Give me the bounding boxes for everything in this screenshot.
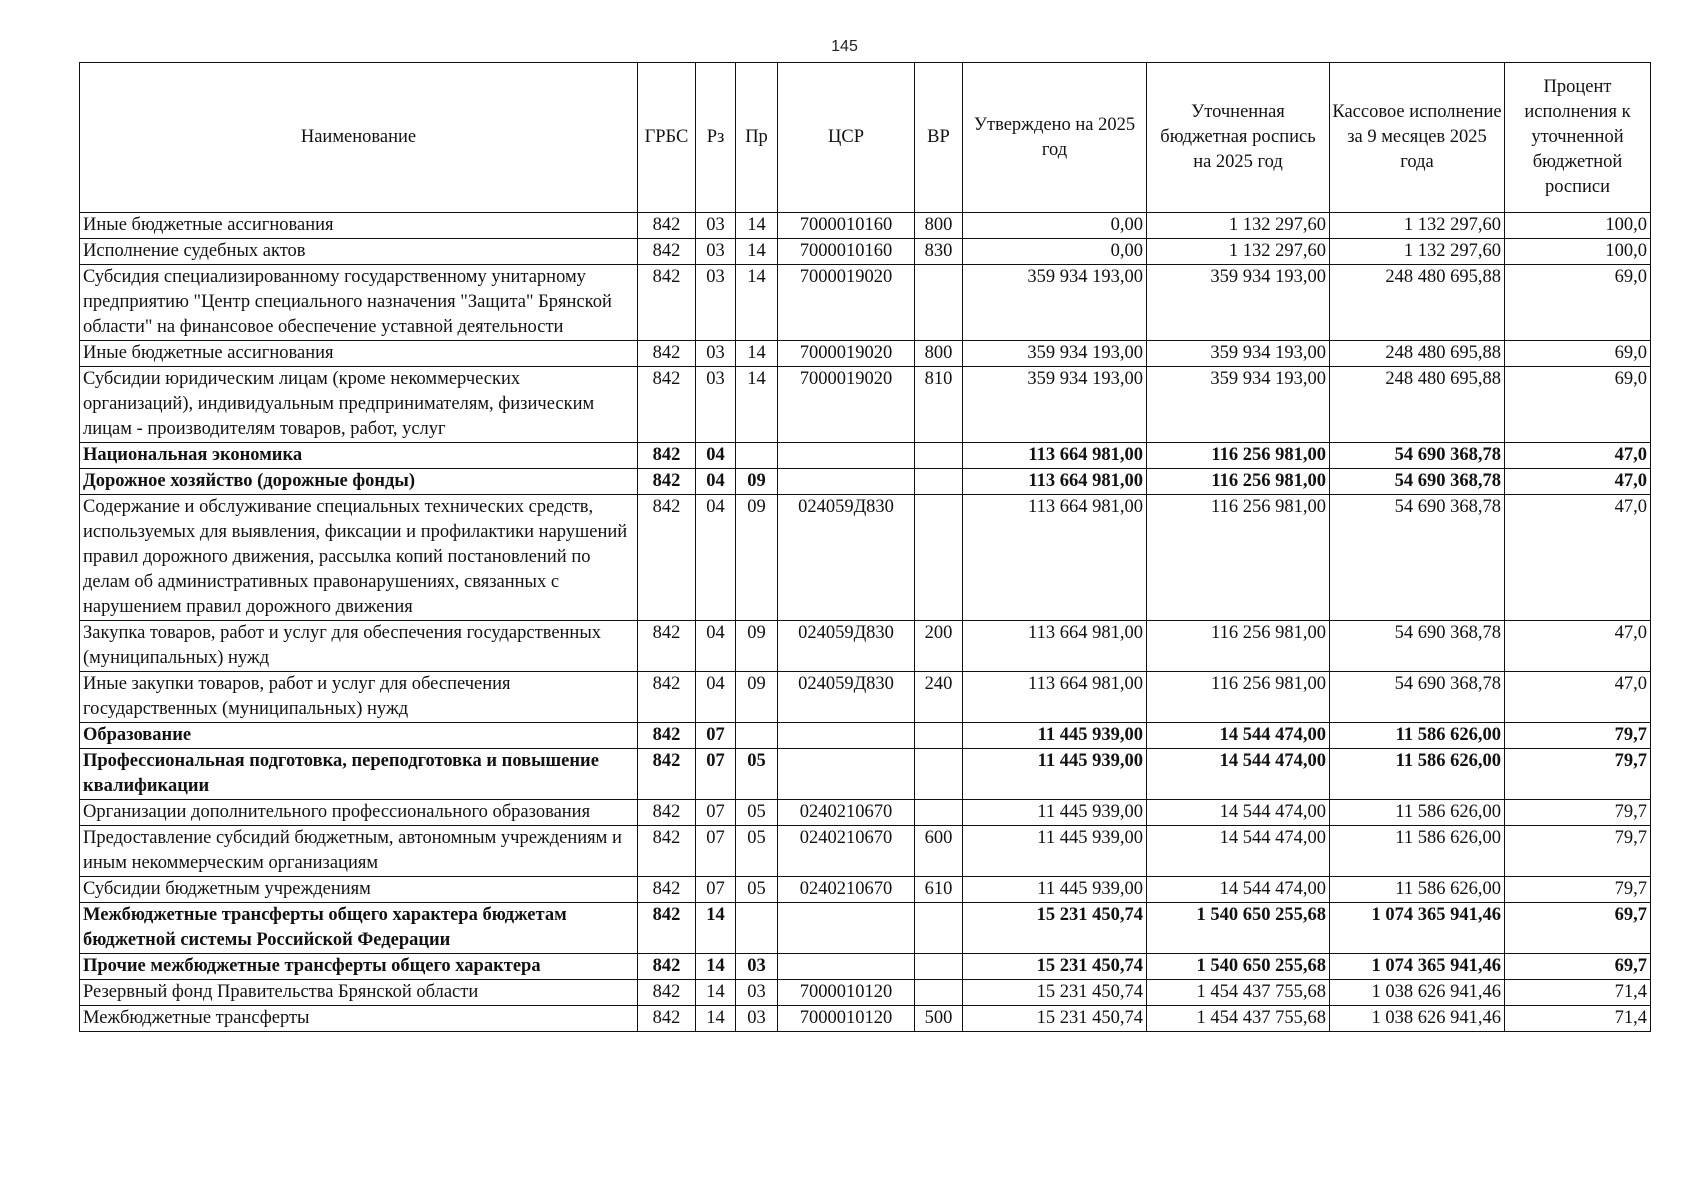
cell-csr: 7000010120 xyxy=(778,980,915,1006)
table-row xyxy=(80,341,1651,367)
cell-percent: 47,0 xyxy=(1505,621,1651,672)
cell-name: Дорожное хозяйство (дорожные фонды) xyxy=(80,469,638,495)
cell-revised: 116 256 981,00 xyxy=(1147,621,1330,672)
cell-approved: 113 664 981,00 xyxy=(963,495,1147,621)
cell-rz: 07 xyxy=(696,826,736,877)
table-row xyxy=(80,621,1651,672)
table-row xyxy=(80,1006,1651,1032)
cell-percent: 47,0 xyxy=(1505,469,1651,495)
cell-rz: 14 xyxy=(696,903,736,954)
cell-vr: 600 xyxy=(915,826,963,877)
cell-pr: 14 xyxy=(736,367,778,443)
cell-pr: 05 xyxy=(736,826,778,877)
cell-name: Иные закупки товаров, работ и услуг для обеспечения государственных (муниципальных) нужд xyxy=(80,672,638,723)
header-cash: Кассовое исполнение за 9 месяцев 2025 года xyxy=(1330,63,1505,213)
cell-cash: 11 586 626,00 xyxy=(1330,826,1505,877)
cell-rz: 04 xyxy=(696,495,736,621)
cell-percent: 47,0 xyxy=(1505,495,1651,621)
cell-pr: 03 xyxy=(736,1006,778,1032)
cell-grbs: 842 xyxy=(638,469,696,495)
cell-grbs: 842 xyxy=(638,672,696,723)
table-row xyxy=(80,954,1651,980)
cell-grbs: 842 xyxy=(638,265,696,341)
cell-pr: 05 xyxy=(736,800,778,826)
cell-cash: 1 038 626 941,46 xyxy=(1330,1006,1505,1032)
cell-name: Межбюджетные трансферты общего характера бюджетам бюджетной системы Российской Федерации xyxy=(80,903,638,954)
cell-approved: 113 664 981,00 xyxy=(963,469,1147,495)
cell-revised: 116 256 981,00 xyxy=(1147,443,1330,469)
table-row xyxy=(80,469,1651,495)
table-row xyxy=(80,903,1651,954)
cell-approved: 11 445 939,00 xyxy=(963,800,1147,826)
cell-cash: 1 074 365 941,46 xyxy=(1330,954,1505,980)
cell-name: Прочие межбюджетные трансферты общего характера xyxy=(80,954,638,980)
header-pr: Пр xyxy=(736,63,778,213)
cell-csr: 0240210670 xyxy=(778,826,915,877)
header-grbs: ГРБС xyxy=(638,63,696,213)
cell-cash: 11 586 626,00 xyxy=(1330,877,1505,903)
cell-csr xyxy=(778,749,915,800)
cell-name: Субсидии юридическим лицам (кроме некоммерческих организаций), индивидуальным предпринимателям, физическим лицам - производителям товаров, работ, услуг xyxy=(80,367,638,443)
table-row xyxy=(80,239,1651,265)
table-row xyxy=(80,495,1651,621)
cell-name: Резервный фонд Правительства Брянской области xyxy=(80,980,638,1006)
cell-revised: 1 540 650 255,68 xyxy=(1147,903,1330,954)
cell-percent: 69,7 xyxy=(1505,903,1651,954)
cell-csr: 7000019020 xyxy=(778,265,915,341)
table-header-row xyxy=(80,63,1651,213)
cell-rz: 14 xyxy=(696,1006,736,1032)
cell-csr xyxy=(778,723,915,749)
page-number: 145 xyxy=(831,38,858,55)
cell-cash: 1 132 297,60 xyxy=(1330,213,1505,239)
budget-execution-table xyxy=(79,62,1651,1032)
cell-vr: 800 xyxy=(915,213,963,239)
cell-grbs: 842 xyxy=(638,341,696,367)
cell-cash: 11 586 626,00 xyxy=(1330,749,1505,800)
cell-rz: 07 xyxy=(696,800,736,826)
cell-pr xyxy=(736,443,778,469)
cell-pr: 14 xyxy=(736,265,778,341)
cell-vr xyxy=(915,980,963,1006)
cell-approved: 15 231 450,74 xyxy=(963,954,1147,980)
cell-revised: 14 544 474,00 xyxy=(1147,877,1330,903)
cell-revised: 116 256 981,00 xyxy=(1147,672,1330,723)
cell-revised: 359 934 193,00 xyxy=(1147,367,1330,443)
cell-rz: 04 xyxy=(696,443,736,469)
cell-revised: 116 256 981,00 xyxy=(1147,495,1330,621)
cell-percent: 79,7 xyxy=(1505,877,1651,903)
cell-pr xyxy=(736,723,778,749)
table-body xyxy=(80,213,1651,1032)
cell-csr: 7000019020 xyxy=(778,341,915,367)
cell-revised: 14 544 474,00 xyxy=(1147,749,1330,800)
cell-approved: 11 445 939,00 xyxy=(963,749,1147,800)
cell-vr xyxy=(915,903,963,954)
cell-vr xyxy=(915,723,963,749)
cell-csr: 024059Д830 xyxy=(778,495,915,621)
table-row xyxy=(80,800,1651,826)
cell-pr: 05 xyxy=(736,877,778,903)
cell-vr: 800 xyxy=(915,341,963,367)
cell-percent: 71,4 xyxy=(1505,980,1651,1006)
cell-revised: 14 544 474,00 xyxy=(1147,826,1330,877)
cell-csr: 024059Д830 xyxy=(778,672,915,723)
cell-percent: 69,0 xyxy=(1505,367,1651,443)
cell-approved: 11 445 939,00 xyxy=(963,877,1147,903)
cell-pr xyxy=(736,903,778,954)
cell-pr: 03 xyxy=(736,954,778,980)
cell-vr: 610 xyxy=(915,877,963,903)
cell-revised: 1 454 437 755,68 xyxy=(1147,1006,1330,1032)
cell-approved: 11 445 939,00 xyxy=(963,723,1147,749)
cell-approved: 15 231 450,74 xyxy=(963,903,1147,954)
cell-pr: 09 xyxy=(736,495,778,621)
cell-csr xyxy=(778,443,915,469)
cell-csr: 024059Д830 xyxy=(778,621,915,672)
cell-vr xyxy=(915,749,963,800)
cell-rz: 03 xyxy=(696,367,736,443)
cell-csr: 7000010160 xyxy=(778,239,915,265)
cell-approved: 0,00 xyxy=(963,239,1147,265)
cell-name: Субсидия специализированному государственному унитарному предприятию "Центр специального назначения "Защита" Брянской области" на финансовое обеспечение уставной деятельности xyxy=(80,265,638,341)
header-rz: Рз xyxy=(696,63,736,213)
table-row xyxy=(80,213,1651,239)
cell-vr: 200 xyxy=(915,621,963,672)
cell-rz: 07 xyxy=(696,877,736,903)
table-row xyxy=(80,723,1651,749)
cell-cash: 248 480 695,88 xyxy=(1330,367,1505,443)
cell-grbs: 842 xyxy=(638,213,696,239)
cell-cash: 54 690 368,78 xyxy=(1330,621,1505,672)
cell-grbs: 842 xyxy=(638,443,696,469)
cell-vr xyxy=(915,954,963,980)
cell-pr: 14 xyxy=(736,213,778,239)
cell-cash: 1 074 365 941,46 xyxy=(1330,903,1505,954)
table-row xyxy=(80,367,1651,443)
cell-name: Национальная экономика xyxy=(80,443,638,469)
cell-percent: 69,7 xyxy=(1505,954,1651,980)
cell-name: Межбюджетные трансферты xyxy=(80,1006,638,1032)
cell-name: Организации дополнительного профессионального образования xyxy=(80,800,638,826)
header-approved: Утверждено на 2025 год xyxy=(963,63,1147,213)
cell-vr: 810 xyxy=(915,367,963,443)
cell-grbs: 842 xyxy=(638,903,696,954)
cell-approved: 359 934 193,00 xyxy=(963,367,1147,443)
cell-rz: 03 xyxy=(696,265,736,341)
cell-rz: 14 xyxy=(696,980,736,1006)
cell-grbs: 842 xyxy=(638,954,696,980)
cell-percent: 79,7 xyxy=(1505,826,1651,877)
cell-percent: 100,0 xyxy=(1505,239,1651,265)
cell-revised: 116 256 981,00 xyxy=(1147,469,1330,495)
cell-csr: 7000010120 xyxy=(778,1006,915,1032)
table-row xyxy=(80,672,1651,723)
table-row xyxy=(80,443,1651,469)
cell-csr: 0240210670 xyxy=(778,877,915,903)
cell-csr: 7000019020 xyxy=(778,367,915,443)
cell-grbs: 842 xyxy=(638,621,696,672)
cell-csr xyxy=(778,954,915,980)
cell-approved: 11 445 939,00 xyxy=(963,826,1147,877)
cell-rz: 03 xyxy=(696,239,736,265)
cell-vr: 240 xyxy=(915,672,963,723)
cell-pr: 09 xyxy=(736,621,778,672)
cell-pr: 14 xyxy=(736,341,778,367)
cell-rz: 07 xyxy=(696,723,736,749)
cell-approved: 15 231 450,74 xyxy=(963,980,1147,1006)
cell-percent: 71,4 xyxy=(1505,1006,1651,1032)
cell-vr xyxy=(915,495,963,621)
cell-cash: 1 132 297,60 xyxy=(1330,239,1505,265)
cell-percent: 69,0 xyxy=(1505,341,1651,367)
cell-percent: 79,7 xyxy=(1505,800,1651,826)
cell-revised: 14 544 474,00 xyxy=(1147,800,1330,826)
cell-percent: 79,7 xyxy=(1505,749,1651,800)
cell-vr: 500 xyxy=(915,1006,963,1032)
cell-approved: 15 231 450,74 xyxy=(963,1006,1147,1032)
table-row xyxy=(80,980,1651,1006)
cell-rz: 04 xyxy=(696,469,736,495)
cell-approved: 359 934 193,00 xyxy=(963,265,1147,341)
table-row xyxy=(80,826,1651,877)
cell-name: Образование xyxy=(80,723,638,749)
cell-cash: 54 690 368,78 xyxy=(1330,469,1505,495)
cell-rz: 03 xyxy=(696,341,736,367)
cell-rz: 07 xyxy=(696,749,736,800)
cell-percent: 69,0 xyxy=(1505,265,1651,341)
cell-name: Содержание и обслуживание специальных технических средств, используемых для выявления, фиксации и профилактики нарушений правил дорожного движения, рассылка копий постановлений по делам об административных правонарушениях, связанных с нарушением правил дорожного движения xyxy=(80,495,638,621)
cell-cash: 54 690 368,78 xyxy=(1330,443,1505,469)
cell-grbs: 842 xyxy=(638,723,696,749)
cell-cash: 248 480 695,88 xyxy=(1330,341,1505,367)
cell-name: Субсидии бюджетным учреждениям xyxy=(80,877,638,903)
cell-vr xyxy=(915,800,963,826)
cell-approved: 359 934 193,00 xyxy=(963,341,1147,367)
cell-rz: 04 xyxy=(696,621,736,672)
cell-csr xyxy=(778,903,915,954)
cell-revised: 1 454 437 755,68 xyxy=(1147,980,1330,1006)
table-row xyxy=(80,265,1651,341)
cell-name: Иные бюджетные ассигнования xyxy=(80,213,638,239)
cell-revised: 1 132 297,60 xyxy=(1147,239,1330,265)
cell-grbs: 842 xyxy=(638,826,696,877)
header-revised: Уточненная бюджетная роспись на 2025 год xyxy=(1147,63,1330,213)
cell-grbs: 842 xyxy=(638,367,696,443)
cell-name: Иные бюджетные ассигнования xyxy=(80,341,638,367)
cell-rz: 14 xyxy=(696,954,736,980)
cell-vr xyxy=(915,265,963,341)
cell-vr xyxy=(915,469,963,495)
cell-revised: 359 934 193,00 xyxy=(1147,265,1330,341)
cell-cash: 54 690 368,78 xyxy=(1330,495,1505,621)
cell-grbs: 842 xyxy=(638,980,696,1006)
cell-cash: 1 038 626 941,46 xyxy=(1330,980,1505,1006)
cell-name: Предоставление субсидий бюджетным, автономным учреждениям и иным некоммерческим организациям xyxy=(80,826,638,877)
cell-grbs: 842 xyxy=(638,800,696,826)
cell-percent: 79,7 xyxy=(1505,723,1651,749)
table-row xyxy=(80,877,1651,903)
cell-pr: 05 xyxy=(736,749,778,800)
cell-grbs: 842 xyxy=(638,749,696,800)
cell-approved: 113 664 981,00 xyxy=(963,443,1147,469)
cell-csr xyxy=(778,469,915,495)
cell-approved: 113 664 981,00 xyxy=(963,621,1147,672)
header-percent: Процент исполнения к уточненной бюджетной росписи xyxy=(1505,63,1651,213)
cell-revised: 14 544 474,00 xyxy=(1147,723,1330,749)
cell-grbs: 842 xyxy=(638,877,696,903)
cell-cash: 248 480 695,88 xyxy=(1330,265,1505,341)
cell-grbs: 842 xyxy=(638,495,696,621)
cell-grbs: 842 xyxy=(638,1006,696,1032)
header-csr: ЦСР xyxy=(778,63,915,213)
cell-vr xyxy=(915,443,963,469)
cell-revised: 1 132 297,60 xyxy=(1147,213,1330,239)
cell-revised: 1 540 650 255,68 xyxy=(1147,954,1330,980)
cell-name: Закупка товаров, работ и услуг для обеспечения государственных (муниципальных) нужд xyxy=(80,621,638,672)
header-vr: ВР xyxy=(915,63,963,213)
cell-percent: 47,0 xyxy=(1505,672,1651,723)
cell-percent: 100,0 xyxy=(1505,213,1651,239)
cell-cash: 54 690 368,78 xyxy=(1330,672,1505,723)
table-row xyxy=(80,749,1651,800)
cell-name: Профессиональная подготовка, переподготовка и повышение квалификации xyxy=(80,749,638,800)
cell-approved: 113 664 981,00 xyxy=(963,672,1147,723)
cell-pr: 14 xyxy=(736,239,778,265)
cell-pr: 03 xyxy=(736,980,778,1006)
cell-revised: 359 934 193,00 xyxy=(1147,341,1330,367)
cell-rz: 03 xyxy=(696,213,736,239)
cell-csr: 0240210670 xyxy=(778,800,915,826)
cell-percent: 47,0 xyxy=(1505,443,1651,469)
cell-csr: 7000010160 xyxy=(778,213,915,239)
cell-pr: 09 xyxy=(736,672,778,723)
cell-pr: 09 xyxy=(736,469,778,495)
cell-name: Исполнение судебных актов xyxy=(80,239,638,265)
cell-approved: 0,00 xyxy=(963,213,1147,239)
cell-cash: 11 586 626,00 xyxy=(1330,800,1505,826)
cell-vr: 830 xyxy=(915,239,963,265)
cell-grbs: 842 xyxy=(638,239,696,265)
cell-cash: 11 586 626,00 xyxy=(1330,723,1505,749)
cell-rz: 04 xyxy=(696,672,736,723)
header-name: Наименование xyxy=(80,63,638,213)
